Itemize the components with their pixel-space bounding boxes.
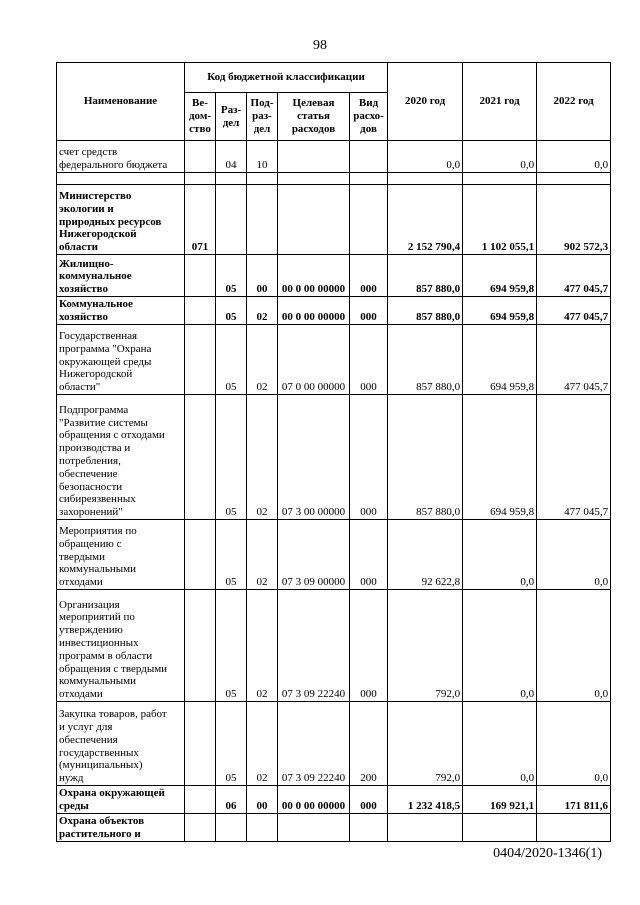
amount-2020-cell: 2 152 790,4 [388, 185, 463, 255]
amount-2020-cell [388, 173, 463, 185]
vid-cell: 000 [350, 520, 388, 590]
header-razdel [216, 93, 247, 141]
name-cell: счет средств федерального бюджета [57, 141, 185, 173]
amount-2022-cell: 0,0 [537, 702, 611, 786]
header-line: ство [189, 122, 211, 135]
name-cell: Коммунальное хозяйство [57, 297, 185, 325]
amount-2021-cell: 0,0 [463, 520, 537, 590]
header-line: дел [222, 116, 240, 129]
table-row [57, 520, 611, 590]
vid-cell [350, 141, 388, 173]
podrazdel-cell: 00 [247, 255, 278, 297]
table-row [57, 702, 611, 786]
vedomstvo-cell [185, 141, 216, 173]
header-podrazdel [247, 93, 278, 141]
table-row [57, 185, 611, 255]
podrazdel-cell: 02 [247, 520, 278, 590]
razdel-cell: 05 [216, 520, 247, 590]
name-cell: Организация мероприятий по утверждению инвестиционных программ в области обращения с твердыми коммунальными отходами [57, 590, 185, 702]
header-line: расходов [291, 122, 336, 135]
amount-2021-cell: 0,0 [463, 702, 537, 786]
razdel-cell: 05 [216, 395, 247, 520]
amount-2020-cell: 857 880,0 [388, 255, 463, 297]
amount-2022-cell: 477 045,7 [537, 297, 611, 325]
amount-2021-cell [463, 814, 537, 842]
table-row [57, 786, 611, 814]
amount-2020-cell [388, 814, 463, 842]
header-vedomstvo [185, 93, 216, 141]
header-2022: 2022 год [537, 63, 611, 141]
name-cell: Подпрограмма "Развитие системы обращения с отходами производства и потребления, обеспечение безопасности сибиреязвенных захоронений" [57, 395, 185, 520]
vedomstvo-cell [185, 255, 216, 297]
table-row [57, 325, 611, 395]
target-cell: 00 0 00 00000 [278, 297, 350, 325]
header-target [278, 93, 350, 141]
target-cell: 07 3 09 22240 [278, 590, 350, 702]
amount-2021-cell [463, 173, 537, 185]
amount-2022-cell: 171 811,6 [537, 786, 611, 814]
header-2021: 2021 год [463, 63, 537, 141]
table-row [57, 395, 611, 520]
name-cell: Охрана объектов растительного и [57, 814, 185, 842]
razdel-cell: 05 [216, 255, 247, 297]
amount-2020-cell: 792,0 [388, 702, 463, 786]
target-cell: 07 3 09 22240 [278, 702, 350, 786]
podrazdel-cell: 02 [247, 325, 278, 395]
amount-2020-cell: 0,0 [388, 141, 463, 173]
razdel-cell: 04 [216, 141, 247, 173]
amount-2022-cell: 477 045,7 [537, 255, 611, 297]
amount-2020-cell: 857 880,0 [388, 325, 463, 395]
vedomstvo-cell [185, 702, 216, 786]
amount-2021-cell: 694 959,8 [463, 395, 537, 520]
target-cell: 00 0 00 00000 [278, 255, 350, 297]
razdel-cell [216, 185, 247, 255]
vid-cell: 000 [350, 297, 388, 325]
table-body [57, 141, 611, 842]
vid-cell [350, 185, 388, 255]
razdel-cell: 05 [216, 297, 247, 325]
amount-2022-cell: 477 045,7 [537, 325, 611, 395]
amount-2022-cell [537, 814, 611, 842]
vedomstvo-cell [185, 325, 216, 395]
vid-cell: 000 [350, 590, 388, 702]
table-row [57, 141, 611, 173]
header-line: Ве- [192, 97, 208, 110]
podrazdel-cell: 02 [247, 297, 278, 325]
footer-code: 0404/2020-1346(1) [493, 846, 602, 861]
amount-2022-cell: 0,0 [537, 141, 611, 173]
header-line: раз- [252, 110, 272, 123]
header-line: Целевая [292, 97, 335, 110]
podrazdel-cell [247, 185, 278, 255]
header-line: дом- [188, 110, 211, 123]
vid-cell [350, 814, 388, 842]
table-row [57, 814, 611, 842]
amount-2020-cell: 857 880,0 [388, 297, 463, 325]
razdel-cell [216, 173, 247, 185]
podrazdel-cell: 10 [247, 141, 278, 173]
target-cell [278, 185, 350, 255]
amount-2020-cell: 92 622,8 [388, 520, 463, 590]
vedomstvo-cell [185, 814, 216, 842]
vid-cell: 000 [350, 395, 388, 520]
amount-2022-cell [537, 173, 611, 185]
vedomstvo-cell [185, 590, 216, 702]
vedomstvo-cell [185, 173, 216, 185]
header-line: статья [297, 110, 330, 123]
razdel-cell: 05 [216, 702, 247, 786]
header-line: дел [253, 122, 271, 135]
vedomstvo-cell [185, 786, 216, 814]
vedomstvo-cell [185, 520, 216, 590]
target-cell [278, 814, 350, 842]
table-row [57, 255, 611, 297]
vid-cell: 200 [350, 702, 388, 786]
podrazdel-cell [247, 173, 278, 185]
podrazdel-cell [247, 814, 278, 842]
header-line: расхо- [353, 110, 384, 123]
vedomstvo-cell: 071 [185, 185, 216, 255]
header-code-group: Код бюджетной классификации [185, 63, 388, 93]
header-vid [350, 93, 388, 141]
amount-2021-cell: 0,0 [463, 141, 537, 173]
target-cell: 07 3 09 00000 [278, 520, 350, 590]
header-2020: 2020 год [388, 63, 463, 141]
target-cell [278, 173, 350, 185]
page-number: 98 [313, 38, 327, 53]
header-name: Наименование [57, 63, 185, 141]
razdel-cell: 05 [216, 325, 247, 395]
header-line: дов [360, 122, 377, 135]
podrazdel-cell: 02 [247, 590, 278, 702]
table-row [57, 590, 611, 702]
vid-cell: 000 [350, 255, 388, 297]
amount-2022-cell: 0,0 [537, 590, 611, 702]
vid-cell [350, 173, 388, 185]
amount-2020-cell: 857 880,0 [388, 395, 463, 520]
amount-2022-cell: 477 045,7 [537, 395, 611, 520]
amount-2022-cell: 0,0 [537, 520, 611, 590]
razdel-cell [216, 814, 247, 842]
header-line: Под- [250, 97, 274, 110]
amount-2021-cell: 694 959,8 [463, 325, 537, 395]
amount-2021-cell: 0,0 [463, 590, 537, 702]
header-line: Вид [358, 97, 379, 110]
razdel-cell: 05 [216, 590, 247, 702]
target-cell: 00 0 00 00000 [278, 786, 350, 814]
podrazdel-cell: 02 [247, 395, 278, 520]
budget-table [56, 62, 611, 842]
razdel-cell: 06 [216, 786, 247, 814]
target-cell: 07 0 00 00000 [278, 325, 350, 395]
name-cell: Мероприятия по обращению с твердыми коммунальными отходами [57, 520, 185, 590]
name-cell: Министерство экологии и природных ресурсов Нижегородской области [57, 185, 185, 255]
vedomstvo-cell [185, 395, 216, 520]
vid-cell: 000 [350, 786, 388, 814]
target-cell: 07 3 00 00000 [278, 395, 350, 520]
amount-2022-cell: 902 572,3 [537, 185, 611, 255]
amount-2021-cell: 1 102 055,1 [463, 185, 537, 255]
table-row [57, 173, 611, 185]
vid-cell: 000 [350, 325, 388, 395]
amount-2020-cell: 1 232 418,5 [388, 786, 463, 814]
amount-2020-cell: 792,0 [388, 590, 463, 702]
amount-2021-cell: 694 959,8 [463, 297, 537, 325]
name-cell: Закупка товаров, работ и услуг для обеспечения государственных (муниципальных) нужд [57, 702, 185, 786]
vedomstvo-cell [185, 297, 216, 325]
amount-2021-cell: 694 959,8 [463, 255, 537, 297]
name-cell [57, 173, 185, 185]
name-cell: Охрана окружающей среды [57, 786, 185, 814]
name-cell: Государственная программа "Охрана окружающей среды Нижегородской области" [57, 325, 185, 395]
target-cell [278, 141, 350, 173]
podrazdel-cell: 02 [247, 702, 278, 786]
table-row [57, 297, 611, 325]
podrazdel-cell: 00 [247, 786, 278, 814]
header-line: Раз- [220, 103, 242, 116]
amount-2021-cell: 169 921,1 [463, 786, 537, 814]
name-cell: Жилищно- коммунальное хозяйство [57, 255, 185, 297]
